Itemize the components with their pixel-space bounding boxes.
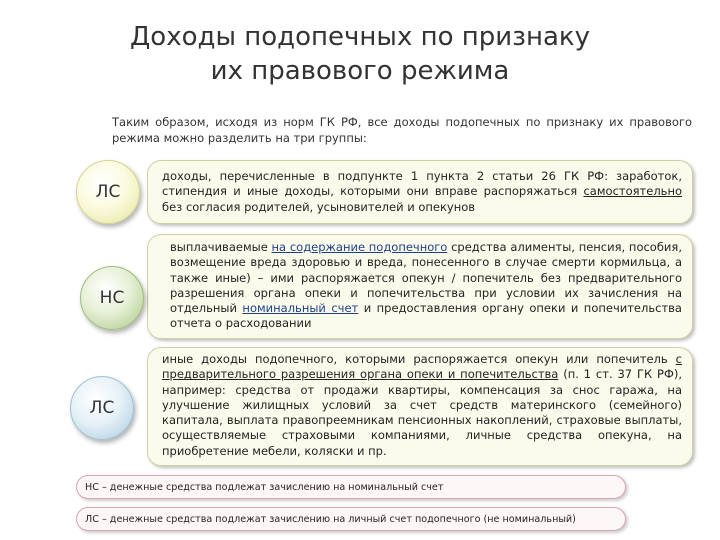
badge-label-1: ЛС bbox=[95, 182, 121, 202]
title-line-2: их правового режима bbox=[210, 56, 510, 86]
group-box-1 bbox=[147, 160, 693, 224]
group-3-underlined: с предварительного разрешения органа опеки и попечительства bbox=[162, 352, 682, 382]
group-2-underlined-a: на содержание подопечного bbox=[271, 240, 448, 254]
group-2-text-a: выплачиваемые bbox=[170, 240, 272, 254]
group-1-text-a: доходы, перечисленные в подпункте 1 пункта 2 статьи 26 ГК РФ: заработок, стипендия и иные доходы, которыми они вправе распоряжаться bbox=[162, 169, 682, 199]
group-3-text-b: (п. 1 ст. 37 ГК РФ), например: средства от продажи квартиры, компенсация за снос гаража, на улучшение жилищных условий за счет средств материнского (семейного) капитала, выплата правопреемникам пенсионных накоплений, страховые выплаты, осуществляемые страховыми компаниями, личные средства опекуна, на приобретение мебели, коляски и пр. bbox=[162, 367, 682, 458]
badge-circle-3 bbox=[70, 376, 134, 440]
group-text-1 bbox=[162, 169, 682, 215]
note-ns: НС – денежные средства подлежат зачислению на номинальный счет bbox=[76, 475, 626, 499]
page-title bbox=[0, 20, 720, 88]
group-box-3 bbox=[147, 347, 693, 466]
group-3-text-a: иные доходы подопечного, которыми распоряжается опекун или попечитель bbox=[162, 352, 676, 366]
group-text-3 bbox=[162, 352, 682, 459]
group-1-text-b: без согласия родителей, усыновителей и опекунов bbox=[162, 199, 476, 214]
intro-paragraph: Таким образом, исходя из норм ГК РФ, все доходы подопечных по признаку их правового режима можно разделить на три группы: bbox=[112, 115, 692, 145]
badge-label-2: НС bbox=[99, 288, 125, 308]
group-2-text-b: средства алименты, пенсия, пособия, возмещение вреда здоровью и вреда, понесенного в случае смерти кормильца, а также иные) – ими распоряжается опекун / попечитель без предварительного разрешения органа опеки и попечительства при условии их зачисления на отдельный bbox=[170, 240, 682, 316]
title-line-1: Доходы подопечных по признаку bbox=[129, 22, 591, 52]
badge-circle-2 bbox=[80, 266, 144, 330]
group-2-underlined-b: номинальный счет bbox=[242, 301, 359, 316]
note-ls: ЛС – денежные средства подлежат зачислению на личный счет подопечного (не номинальный) bbox=[76, 507, 626, 531]
group-2-text-c: и предоставления органу опеки и попечительства отчета о расходовании bbox=[170, 301, 682, 331]
badge-label-3: ЛС bbox=[89, 398, 115, 418]
group-1-underlined: самостоятельно bbox=[583, 184, 682, 199]
badge-circle-1 bbox=[76, 160, 140, 224]
group-text-2 bbox=[170, 240, 682, 332]
group-box-2 bbox=[147, 234, 693, 339]
